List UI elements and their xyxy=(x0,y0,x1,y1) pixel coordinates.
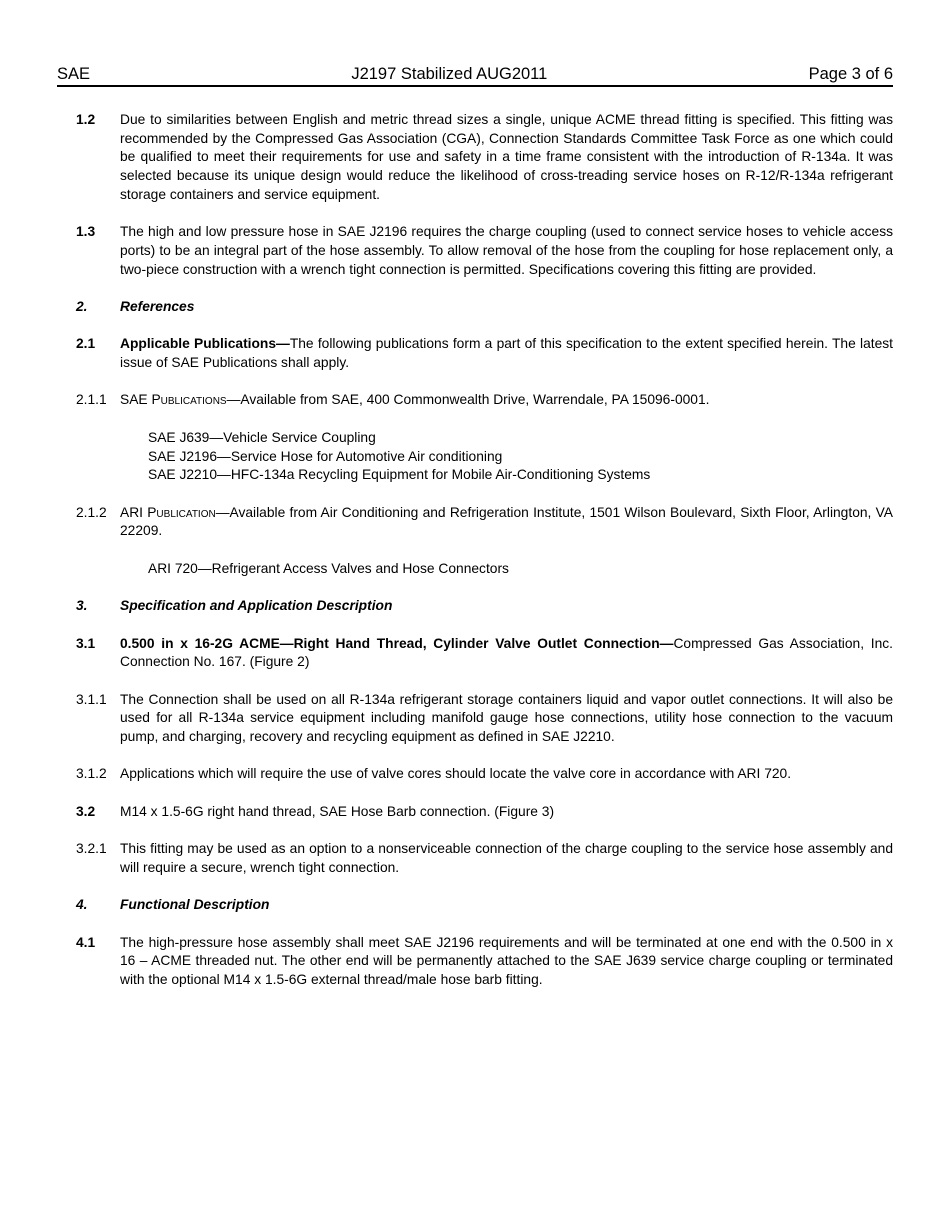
section-heading xyxy=(57,896,893,915)
reference-list-item: ARI 720—Refrigerant Access Valves and Hose Connectors xyxy=(148,560,509,576)
paragraph-text xyxy=(120,391,893,410)
section-number: 3.1 xyxy=(76,635,96,651)
section-paragraph xyxy=(57,504,893,541)
paragraph-text xyxy=(120,635,893,672)
paragraph-text xyxy=(120,934,893,990)
header-title: J2197 Stabilized AUG2011 xyxy=(351,65,548,83)
section-paragraph xyxy=(57,335,893,372)
section-heading-text xyxy=(120,298,893,317)
paragraph-text xyxy=(120,691,893,747)
section-heading xyxy=(57,298,893,317)
text-run: Publications xyxy=(151,392,227,408)
section-number: 1.2 xyxy=(76,112,96,127)
section-paragraph xyxy=(57,934,893,990)
section-number: 3.1.1 xyxy=(76,691,107,707)
page-header xyxy=(57,64,893,87)
section-paragraph xyxy=(57,691,893,747)
text-run: —Available from SAE, 400 Commonwealth Drive, Warrendale, PA 15096-0001. xyxy=(226,392,710,408)
paragraph-text xyxy=(120,504,893,541)
paragraph-text xyxy=(120,803,893,822)
section-number: 1.3 xyxy=(76,224,96,240)
section-number: 3.2 xyxy=(76,803,96,819)
text-run: References xyxy=(120,299,195,314)
section-paragraph xyxy=(57,391,893,410)
text-run: ARI xyxy=(120,504,148,520)
section-paragraph xyxy=(57,635,893,672)
text-run: Compressed Gas Association, Inc. Connection No. 167. (Figure 2) xyxy=(120,635,893,670)
section-number: 2.1 xyxy=(76,336,96,352)
reference-list-item: SAE J2196—Service Hose for Automotive Air conditioning xyxy=(148,448,503,464)
text-run: Due to similarities between English and metric thread sizes a single, unique ACME thread fitting is specified. This fitting was recommended by the Compressed Gas Association (CGA), Connection Standards Committee Task Force as one which could be qualified to meet their requirements for use and safety in a time frame consistent with the introduction of R-134a. It was selected because its unique design would reduce the likelihood of cross-treading service hoses on R-12/R-134a refrigerant storage containers and service equipment. xyxy=(120,112,893,202)
section-number: 2.1.1 xyxy=(76,392,107,408)
paragraph-text xyxy=(120,335,893,372)
text-run: —Available from Air Conditioning and Refrigeration Institute, 1501 Wilson Boulevard, Sixth Floor, Arlington, VA 22209. xyxy=(120,504,893,539)
section-paragraph xyxy=(57,840,893,877)
text-run: M14 x 1.5-6G right hand thread, SAE Hose Barb connection. (Figure 3) xyxy=(120,803,555,819)
text-run: Publication xyxy=(147,504,216,520)
section-number: 3.2.1 xyxy=(76,841,107,857)
text-run: Functional Description xyxy=(120,897,270,913)
section-number: 2. xyxy=(76,299,88,314)
paragraph-text xyxy=(120,765,893,784)
text-run: The high-pressure hose assembly shall meet SAE J2196 requirements and will be terminated at one end with the 0.500 in x 16 – ACME threaded nut. The other end will be permanently attached to the SAE J639 service charge coupling or terminated with the optional M14 x 1.5-6G external thread/male hose barb fitting. xyxy=(120,934,893,988)
text-run: This fitting may be used as an option to a nonserviceable connection of the charge coupling to the service hose assembly and will require a secure, wrench tight connection. xyxy=(120,841,893,875)
section-number: 3. xyxy=(76,598,88,614)
paragraph-text xyxy=(120,223,893,279)
reference-list-item: SAE J2210—HFC-134a Recycling Equipment for Mobile Air-Conditioning Systems xyxy=(148,467,651,483)
section-paragraph xyxy=(57,223,893,279)
header-left-label: SAE xyxy=(57,65,91,83)
text-run: Applicable Publications— xyxy=(120,336,290,352)
section-number: 4. xyxy=(76,897,88,913)
text-run: Specification and Application Description xyxy=(120,598,393,614)
section-paragraph xyxy=(57,765,893,784)
reference-list xyxy=(148,429,893,485)
section-number: 2.1.2 xyxy=(76,504,107,520)
section-heading-text xyxy=(120,896,893,915)
section-number: 4.1 xyxy=(76,934,96,950)
text-run: Applications which will require the use of valve cores should locate the valve core in accordance with ARI 720. xyxy=(120,766,792,782)
section-heading-text xyxy=(120,597,893,616)
text-run: 0.500 in x 16-2G ACME—Right Hand Thread, Cylinder Valve Outlet Connection— xyxy=(120,635,674,651)
text-run: SAE xyxy=(120,392,152,408)
reference-list-item: SAE J639—Vehicle Service Coupling xyxy=(148,429,376,445)
text-run: The following publications form a part of this specification to the extent specified herein. The latest issue of SAE Publications shall apply. xyxy=(120,336,893,371)
text-run: The high and low pressure hose in SAE J2196 requires the charge coupling (used to connect service hoses to vehicle access ports) to be an integral part of the hose assembly. To allow removal of the hose from the coupling for hose replacement only, a two-piece construction with a wrench tight connection is permitted. Specifications covering this fitting are provided. xyxy=(120,224,893,277)
header-page-number: Page 3 of 6 xyxy=(808,65,893,83)
section-number: 3.1.2 xyxy=(76,766,107,782)
section-paragraph xyxy=(57,803,893,822)
section-paragraph xyxy=(57,111,893,205)
document-body xyxy=(57,111,893,1009)
reference-list xyxy=(148,560,893,579)
paragraph-text xyxy=(120,111,893,205)
paragraph-text xyxy=(120,840,893,877)
section-heading xyxy=(57,597,893,616)
text-run: The Connection shall be used on all R-134a refrigerant storage containers liquid and vapor outlet connections. It will also be used for all R-134a service equipment including manifold gauge hose connections, utility hose connection to the vacuum pump, and charging, recovery and recycling equipment as defined in SAE J2210. xyxy=(120,691,893,745)
